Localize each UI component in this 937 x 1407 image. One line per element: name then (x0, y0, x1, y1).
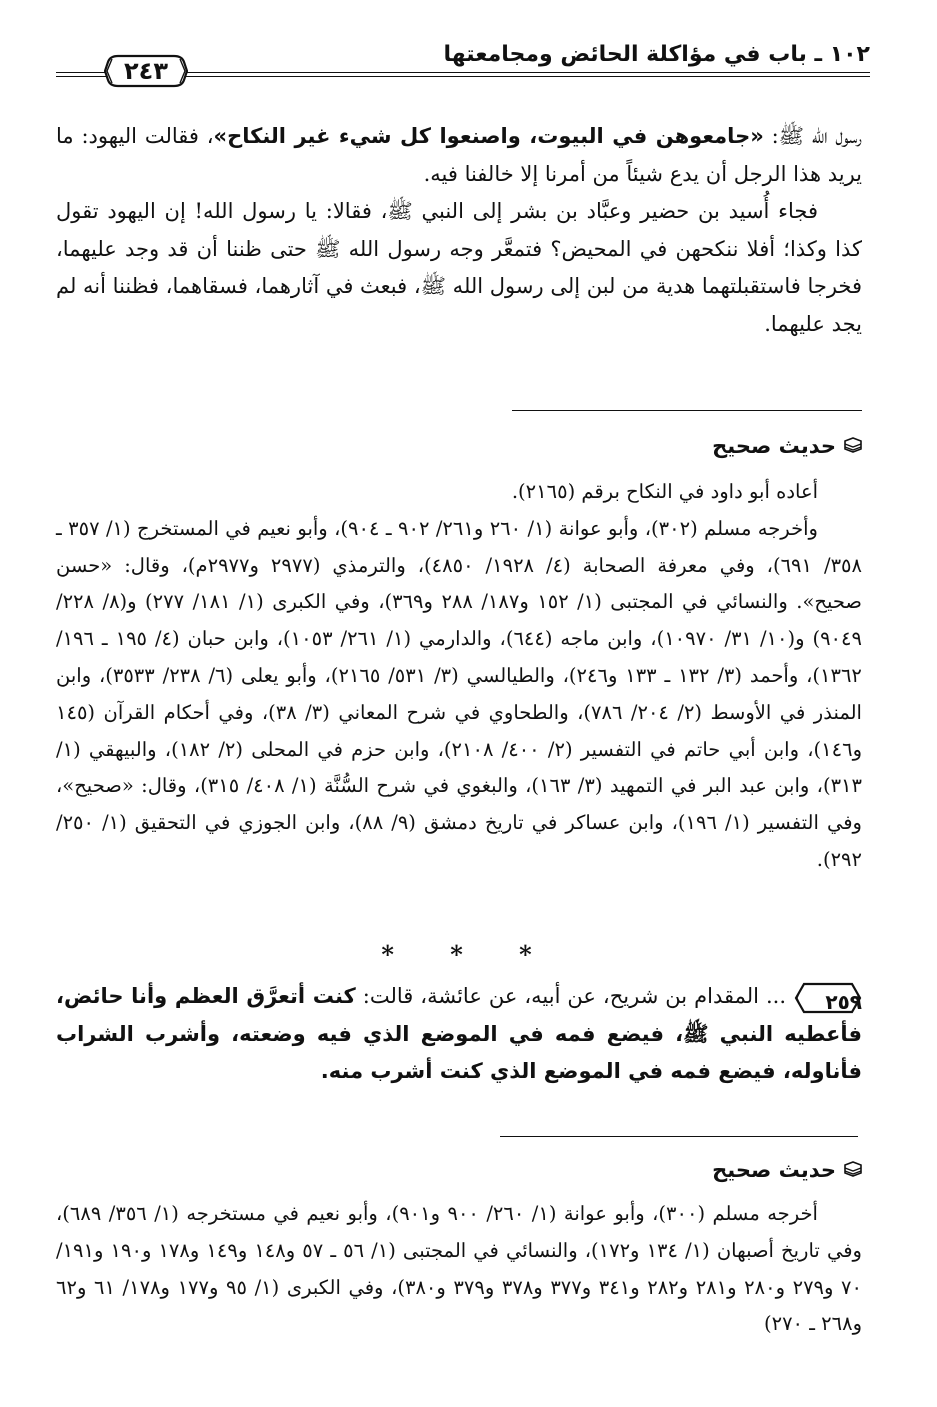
hadith-number: ٢٥٩ (825, 989, 863, 1014)
page-number: ٢٤٣ (124, 57, 168, 85)
section-divider-2 (500, 1136, 858, 1137)
takhrij-line-1: أعاده أبو داود في النكاح برقم (٢١٦٥). (511, 480, 818, 503)
page-header (56, 34, 870, 85)
header-rule-right (184, 72, 870, 77)
prophet-quote: «جامعوهن في البيوت، واصنعوا كل شيء غير النكاح» (213, 124, 764, 148)
grade-label: حديث صحيح (712, 434, 836, 458)
p1-prefix: رسول الله ﷺ: (763, 124, 862, 148)
hadith-number-badge (794, 981, 862, 1015)
hadith-isnad: ... المقدام بن شريح، عن أبيه، عن عائشة، قالت: (355, 984, 787, 1008)
grade-heading (712, 434, 862, 458)
chapter-title: ١٠٢ ـ باب في مؤاكلة الحائض ومجامعتها (443, 42, 870, 67)
header-rule-left (56, 72, 108, 77)
p1-suffix: ، فقالت اليهود: ما يريد هذا الرجل أن يدع شيئاً من أمرنا إلا خالفنا فيه. (56, 124, 862, 186)
grade-label-2: حديث صحيح (712, 1158, 836, 1182)
hadith-matn: كنت أتعرَّق العظم وأنا حائض، فأعطيه النبي ﷺ، فيضع فمه في الموضع الذي فيه وضعته، وأشرب الشراب فأناوله، فيضع فمه في الموضع الذي كنت أشرب منه. (56, 984, 862, 1083)
hadith-text (56, 978, 862, 1091)
takhrij-block-2 (56, 1196, 862, 1343)
page-number-badge (104, 52, 188, 90)
takhrij-block-1 (56, 474, 862, 879)
section-divider (512, 410, 862, 411)
hadith-259 (56, 978, 862, 1091)
paragraph-2: فجاء أُسيد بن حضير وعبَّاد بن بشر إلى النبي ﷺ، فقالا: يا رسول الله! إن اليهود تقول كذا وكذا؛ أفلا ننكحهن في المحيض؟ فتمعَّر وجه رسول الله ﷺ حتى ظننا أن قد وجد عليهما، فخرجا فاستقبلتهما هدية من لبن إلى رسول الله ﷺ، فبعث في آثارهما، فسقاهما، فظننا أنه لم يجد عليهما. (56, 199, 862, 336)
section-stars: * * * (381, 940, 556, 969)
takhrij-line-3: أخرجه مسلم (٣٠٠)، وأبو عوانة (١/ ٢٦٠/ ٩٠٠ و٩٠١)، وأبو نعيم في مستخرجه (١/ ٣٥٦/ ٦٨٩)، وفي تاريخ أصبهان (١/ ١٣٤ و١٧٢)، والنسائي في المجتبى (١/ ٥٦ ـ ٥٧ و١٤٨ و١٤٩ و١٧٨ و١٩٠ و١٩١/ ٧٠ و٢٧٩ و٢٨٠ و٢٨١ و٢٨٢ و٣٤١ و٣٧٧ و٣٧٨ و٣٧٩ و٣٨٠)، وفي الكبرى (١/ ٩٥ و١٧٧ و١٧٨/ ٦١ و٦٢ و٢٦٨ ـ ٢٧٠) (56, 1202, 862, 1336)
book-icon (844, 437, 862, 458)
grade-heading-2 (712, 1158, 862, 1182)
book-icon (844, 1161, 862, 1182)
paragraph-1 (56, 118, 862, 193)
takhrij-line-2: وأخرجه مسلم (٣٠٢)، وأبو عوانة (١/ ٢٦٠ و٢٦١/ ٩٠٢ ـ ٩٠٤)، وأبو نعيم في المستخرج (١/ ٣٥٧ ـ ٣٥٨/ ٦٩١)، وفي معرفة الصحابة (٤/ ١٩٢٨/ ٤٨٥٠)، والترمذي (٢٩٧٧ و٢٩٧٧م)، وقال: «حسن صحيح». والنسائي في المجتبى (١/ ١٥٢ و١٨٧/ ٢٨٨ و٣٦٩)، وفي الكبرى (١/ ١٨١/ ٢٧٧) و(٨/ ٢٢٨/ ٩٠٤٩) و(١٠/ ٣١/ ١٠٩٧٠)، وابن ماجه (٦٤٤)، والدارمي (١/ ٢٦١/ ١٠٥٣)، وابن حبان (٤/ ١٩٥ ـ ١٩٦/ ١٣٦٢)، وأحمد (٣/ ١٣٢ ـ ١٣٣ و٢٤٦)، والطيالسي (٣/ ٥٣١/ ٢١٦٥)، وأبو يعلى (٦/ ٢٣٨/ ٣٥٣٣)، وابن المنذر في الأوسط (٢/ ٢٠٤/ ٧٨٦)، والطحاوي في شرح المعاني (٣/ ٣٨)، وفي أحكام القرآن (١٤٥ و١٤٦)، وابن أبي حاتم في التفسير (٢/ ٤٠٠/ ٢١٠٨)، وابن حزم في المحلى (٢/ ١٨٢)، والبيهقي (١/ ٣١٣)، وابن عبد البر في التمهيد (٣/ ١٦٣)، والبغوي في شرح السُّنَّة (١/ ٤٠٨/ ٣١٥)، وقال: «صحيح»، وفي التفسير (١/ ١٩٦)، وابن عساكر في تاريخ دمشق (٩/ ٨٨)، وابن الجوزي في التحقيق (١/ ٢٥٠/ ٢٩٢). (56, 516, 862, 871)
hadith-continuation (56, 118, 862, 343)
